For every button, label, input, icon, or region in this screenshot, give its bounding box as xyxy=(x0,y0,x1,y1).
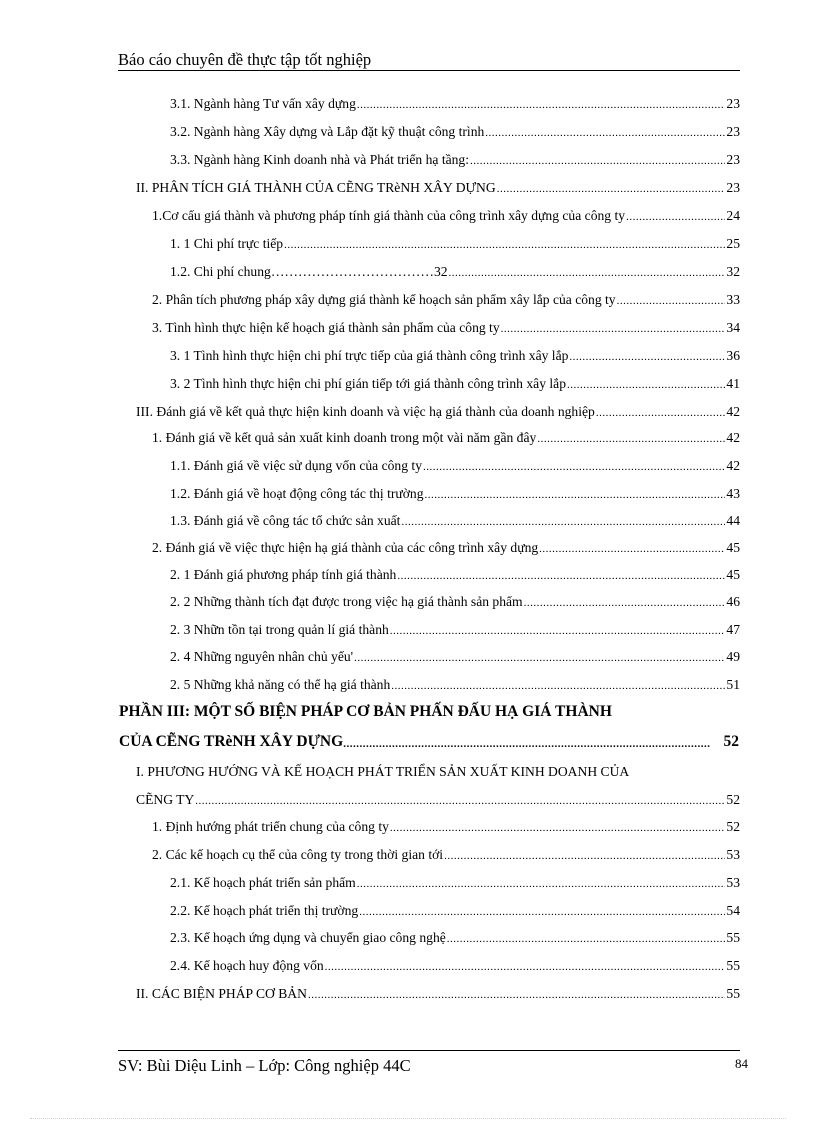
toc-entry[interactable] xyxy=(136,180,740,196)
toc-entry-text: 1.2. Đánh giá về hoạt động công tác thị trường xyxy=(170,486,424,501)
toc-entry[interactable] xyxy=(170,236,740,252)
toc-entry-page: 45 xyxy=(726,567,740,582)
toc-entry-page: 49 xyxy=(726,649,740,664)
page-number: 84 xyxy=(735,1056,748,1071)
toc-entry-text: 3. 2 Tình hình thực hiện chi phí gián tiếp tới giá thành công trình xây lắp xyxy=(170,376,566,391)
toc-entry-text: 2. 3 Nhữn tồn tại trong quản lí giá thành xyxy=(170,622,389,637)
toc-entry[interactable] xyxy=(152,847,740,863)
toc-entry[interactable] xyxy=(136,404,740,420)
toc-entry-page: 55 xyxy=(726,986,740,1001)
toc-entry-page: 23 xyxy=(726,124,740,139)
section-heading-line1: I. PHƯƠNG HƯỚNG VÀ KẾ HOẠCH PHÁT TRIỂN SẢN XUẤT KINH DOANH CỦA xyxy=(136,764,630,779)
toc-entry-page: 53 xyxy=(726,875,740,890)
toc-entry[interactable] xyxy=(170,486,740,502)
toc-entry[interactable] xyxy=(170,875,740,891)
toc-entry-page: 52 xyxy=(726,792,740,807)
toc-entry-text: 3.3. Ngành hàng Kinh doanh nhà và Phát triển hạ tầng: xyxy=(170,152,469,167)
toc-entry-text: 1.2. Chi phí chung………………………………32 xyxy=(170,264,448,279)
toc-entry-page: 23 xyxy=(726,96,740,111)
toc-entry-text: 2. Các kế hoạch cụ thể của công ty trong thời gian tới xyxy=(152,847,444,862)
toc-entry-page: 42 xyxy=(726,458,740,473)
toc-entry[interactable] xyxy=(170,96,740,112)
toc-entry[interactable] xyxy=(170,458,740,474)
toc-entry-text: II. PHÂN TÍCH GIÁ THÀNH CỦA CẼNG TRèNH XÂY DỰNG xyxy=(136,180,496,195)
toc-entry-page: 42 xyxy=(726,430,740,445)
toc-entry-text: 2.3. Kế hoạch ứng dụng và chuyển giao công nghệ xyxy=(170,930,446,945)
toc-entry-page: 41 xyxy=(726,376,740,391)
toc-entry-text: 3.1. Ngành hàng Tư vấn xây dựng xyxy=(170,96,356,111)
toc-entry-page: 44 xyxy=(726,513,740,528)
part-heading-text: CỦA CẼNG TRèNH XÂY DỰNG xyxy=(119,733,344,750)
part-heading-line2[interactable] xyxy=(119,733,739,751)
toc-entry-page: 55 xyxy=(726,930,740,945)
toc-entry-text: 1.3. Đánh giá về công tác tổ chức sản xuất xyxy=(170,513,401,528)
part-heading-line1: PHẦN III: MỘT SỐ BIỆN PHÁP CƠ BẢN PHẤN ĐẤU HẠ GIÁ THÀNH xyxy=(119,703,612,720)
toc-entry-text: CẼNG TY xyxy=(136,792,195,807)
toc-entry-text: 1.Cơ cấu giá thành và phương pháp tính giá thành của công trình xây dựng của công ty xyxy=(152,208,626,223)
toc-entry-text: 2.2. Kế hoạch phát triển thị trường xyxy=(170,903,359,918)
toc-entry[interactable] xyxy=(170,594,740,610)
toc-entry-text: 2. 1 Đánh giá phương pháp tính giá thành xyxy=(170,567,397,582)
toc-entry[interactable] xyxy=(170,513,740,529)
toc-entry-text: 2. 4 Những nguyên nhân chủ yếu' xyxy=(170,649,354,664)
toc-entry-page: 36 xyxy=(726,348,740,363)
toc-entry[interactable] xyxy=(136,792,740,808)
toc-entry-text: 2.1. Kế hoạch phát triển sản phẩm xyxy=(170,875,356,890)
toc-entry-text: 1. 1 Chi phí trực tiếp xyxy=(170,236,284,251)
toc-entry[interactable] xyxy=(152,208,740,224)
toc-entry[interactable] xyxy=(152,430,740,446)
toc-entry-text: 2.4. Kế hoạch huy động vốn xyxy=(170,958,324,973)
toc-entry-page: 52 xyxy=(726,819,740,834)
toc-entry-page: 53 xyxy=(726,847,740,862)
toc-entry[interactable] xyxy=(170,649,740,665)
toc-entry[interactable] xyxy=(170,677,740,693)
toc-entry[interactable] xyxy=(152,540,740,556)
toc-entry-page: 42 xyxy=(726,404,740,419)
toc-entry-page: 23 xyxy=(726,152,740,167)
page-bottom-edge xyxy=(30,1118,786,1119)
toc-entry[interactable] xyxy=(136,986,740,1002)
toc-entry[interactable] xyxy=(170,152,740,168)
toc-entry-page: 54 xyxy=(726,903,740,918)
toc-entry-page: 47 xyxy=(726,622,740,637)
toc-entry-page: 24 xyxy=(726,208,740,223)
toc-entry[interactable] xyxy=(152,292,740,308)
toc-entry-page: 23 xyxy=(726,180,740,195)
toc-entry-page: 33 xyxy=(726,292,740,307)
toc-entry-text: 2. 2 Những thành tích đạt được trong việc hạ giá thành sản phẩm xyxy=(170,594,523,609)
toc-entry[interactable] xyxy=(170,903,740,919)
toc-entry[interactable] xyxy=(170,376,740,392)
toc-entry[interactable] xyxy=(152,320,740,336)
toc-entry-page: 43 xyxy=(726,486,740,501)
toc-entry-text: 3. Tình hình thực hiện kế hoạch giá thành sản phẩm của công ty xyxy=(152,320,500,335)
toc-entry[interactable] xyxy=(170,264,740,280)
toc-entry-text: III. Đánh giá về kết quả thực hiện kinh doanh và việc hạ giá thành của doanh nghiệp xyxy=(136,404,595,419)
toc-entry[interactable] xyxy=(170,622,740,638)
toc-entry[interactable] xyxy=(170,348,740,364)
toc-entry-text: 2. Phân tích phương pháp xây dựng giá thành kế hoạch sản phẩm xây lắp của công ty xyxy=(152,292,616,307)
toc-entry-text: 1. Định hướng phát triển chung của công ty xyxy=(152,819,389,834)
toc-entry-page: 46 xyxy=(726,594,740,609)
toc-entry[interactable] xyxy=(170,124,740,140)
toc-entry-page: 55 xyxy=(726,958,740,973)
toc-entry-text: 1.1. Đánh giá về việc sử dụng vốn của công ty xyxy=(170,458,422,473)
toc-entry-text: 3.2. Ngành hàng Xây dựng và Lắp đặt kỹ thuật công trình xyxy=(170,124,485,139)
toc-entry-text: 1. Đánh giá về kết quả sản xuất kinh doanh trong một vài năm gần đây xyxy=(152,430,537,445)
toc-entry-page: 45 xyxy=(726,540,740,555)
toc-entry-text: 3. 1 Tình hình thực hiện chi phí trực tiếp của giá thành công trình xây lắp xyxy=(170,348,569,363)
toc-entry-page: 25 xyxy=(726,236,740,251)
toc-entry-text: II. CÁC BIỆN PHÁP CƠ BẢN xyxy=(136,986,307,1001)
footer-student: SV: Bùi Diệu Linh – Lớp: Công nghiệp 44C xyxy=(118,1056,411,1075)
toc-entry-text: 2. Đánh giá về việc thực hiện hạ giá thành của các công trình xây dựng xyxy=(152,540,539,555)
toc-entry[interactable] xyxy=(170,958,740,974)
part-heading-page: 52 xyxy=(723,733,739,750)
toc-entry[interactable] xyxy=(170,930,740,946)
footer-divider xyxy=(118,1050,740,1051)
toc-entry-text: 2. 5 Những khả năng có thể hạ giá thành xyxy=(170,677,391,692)
toc-entry[interactable] xyxy=(170,567,740,583)
toc-entry-page: 32 xyxy=(726,264,740,279)
toc-entry-page: 51 xyxy=(726,677,740,692)
page-header: Báo cáo chuyên đề thực tập tốt nghiệp xyxy=(118,50,740,71)
toc-entry[interactable] xyxy=(152,819,740,835)
toc-entry-page: 34 xyxy=(726,320,740,335)
